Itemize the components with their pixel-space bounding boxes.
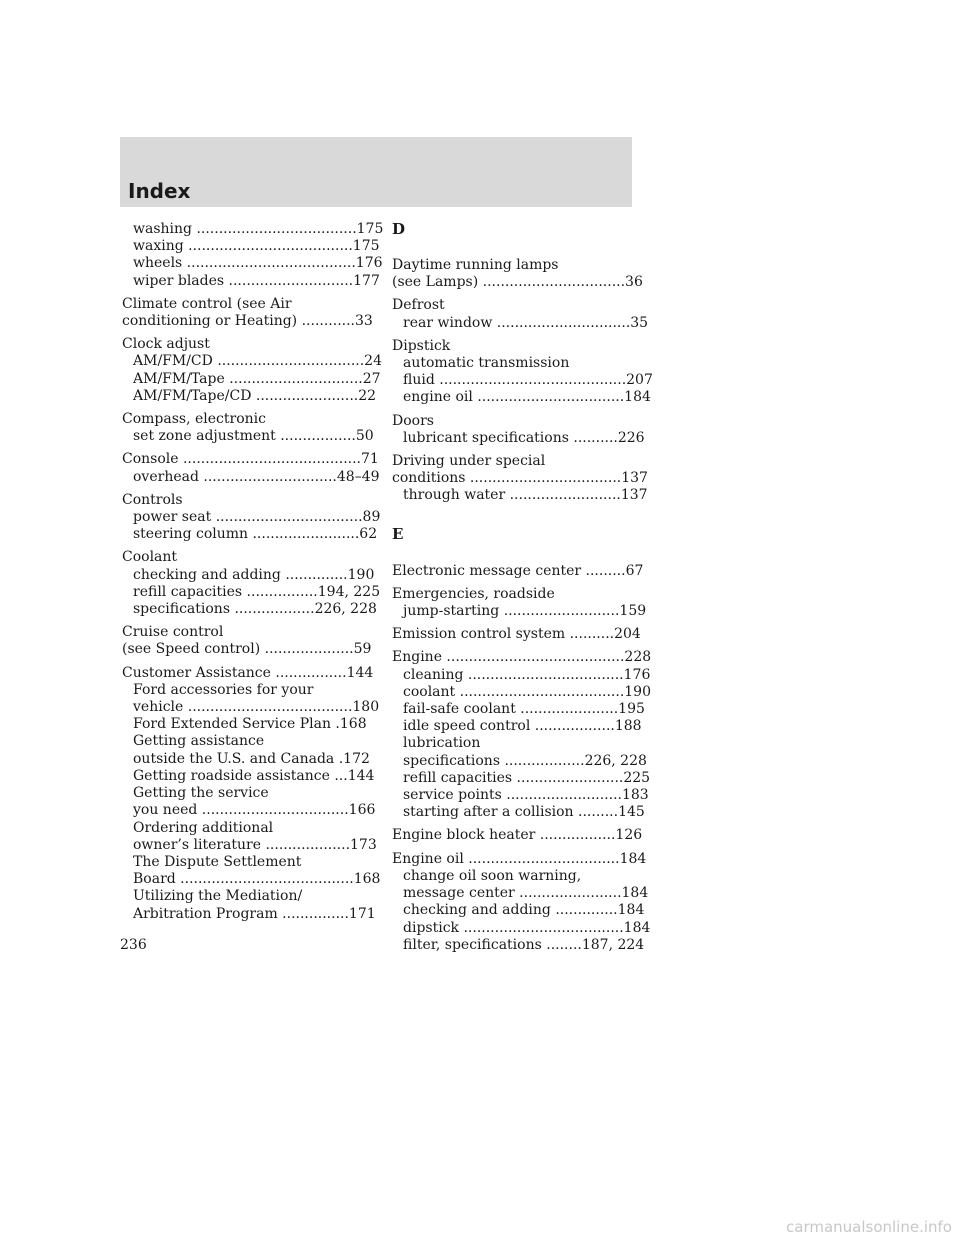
index-subentry-line: jump-starting ..........................159 bbox=[403, 603, 647, 620]
index-entry-line: Controls bbox=[122, 491, 183, 508]
index-entry bbox=[392, 626, 641, 643]
index-entry bbox=[392, 827, 643, 844]
index-subentry-line: Getting assistance bbox=[133, 733, 265, 750]
index-subentry-line: Ford Extended Service Plan .168 bbox=[133, 716, 367, 733]
index-subentry-line: Getting roadside assistance ...144 bbox=[133, 767, 375, 784]
index-subentry-line: service points ..........................183 bbox=[403, 787, 649, 804]
index-entry-line: Engine block heater .................126 bbox=[392, 827, 643, 844]
index-entry bbox=[122, 411, 374, 445]
index-subentry-line: filter, specifications ........187, 224 bbox=[403, 936, 645, 953]
index-subentry-line: The Dispute Settlement bbox=[133, 853, 302, 870]
index-entry-line: Customer Assistance ................144 bbox=[122, 664, 374, 681]
index-entry-line: conditioning or Heating) ............33 bbox=[122, 313, 373, 330]
index-subentry-line: Arbitration Program ...............171 bbox=[133, 905, 376, 922]
section-d-entries bbox=[392, 257, 653, 505]
index-subentry-line: Board .......................................168 bbox=[133, 871, 381, 888]
index-subentry-line: outside the U.S. and Canada .172 bbox=[133, 750, 370, 767]
index-entry bbox=[392, 850, 651, 954]
index-column-right bbox=[392, 220, 653, 960]
index-entry-line: Electronic message center .........67 bbox=[392, 562, 644, 579]
index-subentry-line: starting after a collision .........145 bbox=[403, 804, 645, 821]
index-subentry-line: vehicle .....................................180 bbox=[133, 699, 380, 716]
index-subentry-line: checking and adding ..............190 bbox=[133, 566, 375, 583]
index-subentry-line: Getting the service bbox=[133, 785, 269, 802]
index-subentry-line: Ford accessories for your bbox=[133, 681, 314, 698]
index-subentry-line: automatic transmission bbox=[403, 355, 570, 372]
index-entry bbox=[122, 451, 380, 485]
section-letter-d: D bbox=[392, 220, 406, 238]
header-band bbox=[120, 137, 632, 207]
index-subentry-line: coolant .....................................190 bbox=[403, 683, 651, 700]
watermark: carmanualsonline.info bbox=[786, 1218, 952, 1236]
index-subentry-line: lubrication bbox=[403, 735, 481, 752]
index-entry bbox=[122, 549, 381, 618]
index-subentry-line: fail-safe coolant ......................195 bbox=[403, 701, 645, 718]
index-entry bbox=[392, 337, 653, 407]
index-entry bbox=[122, 336, 382, 405]
index-entry bbox=[122, 664, 381, 923]
index-entry-line: Climate control (see Air bbox=[122, 295, 292, 312]
index-entry bbox=[392, 562, 644, 580]
index-entry-line: Cruise control bbox=[122, 624, 224, 641]
index-entry bbox=[122, 624, 372, 658]
index-entry-line: Dipstick bbox=[392, 337, 451, 354]
index-subentry-line: specifications ..................226, 228 bbox=[133, 601, 377, 618]
index-entry bbox=[122, 221, 384, 290]
index-subentry-line: wiper blades ............................177 bbox=[133, 272, 380, 289]
index-entry bbox=[122, 295, 373, 330]
index-subentry-line: wheels ......................................176 bbox=[133, 255, 383, 272]
index-subentry-line: checking and adding ..............184 bbox=[403, 902, 645, 919]
index-entry-line: Engine ........................................228 bbox=[392, 649, 652, 666]
index-entry-line: Doors bbox=[392, 412, 434, 429]
index-entry bbox=[392, 453, 648, 505]
index-entry-line: conditions ..................................137 bbox=[392, 470, 648, 487]
index-subentry-line: Ordering additional bbox=[133, 819, 274, 836]
index-subentry-line: owner’s literature ...................173 bbox=[133, 836, 377, 853]
index-entry bbox=[392, 412, 645, 447]
index-entry bbox=[392, 297, 649, 331]
index-entry-line: Emergencies, roadside bbox=[392, 585, 555, 602]
index-entry-line: (see Speed control) ....................59 bbox=[122, 641, 372, 658]
index-subentry-line: AM/FM/Tape ..............................27 bbox=[133, 370, 381, 387]
section-letter-e: E bbox=[392, 524, 404, 543]
index-subentry-line: change oil soon warning, bbox=[403, 867, 582, 884]
index-entry-line: Emission control system ..........204 bbox=[392, 626, 641, 643]
index-subentry-line: set zone adjustment .................50 bbox=[133, 428, 374, 445]
index-subentry-line: AM/FM/Tape/CD .......................22 bbox=[133, 387, 377, 404]
index-subentry-line: refill capacities ................194, 225 bbox=[133, 583, 381, 600]
index-subentry-line: steering column ........................62 bbox=[133, 526, 378, 543]
index-subentry-line: washing ....................................175 bbox=[133, 221, 384, 237]
index-entry-line: Engine oil ..................................184 bbox=[392, 850, 647, 867]
index-column-left bbox=[122, 221, 384, 929]
index-subentry-line: refill capacities ........................225 bbox=[403, 769, 651, 786]
index-entry-line: Compass, electronic bbox=[122, 411, 266, 428]
index-entry-line: Daytime running lamps bbox=[392, 257, 559, 273]
index-subentry-line: overhead ..............................48–49 bbox=[133, 468, 380, 485]
index-subentry-line: specifications ..................226, 228 bbox=[403, 752, 647, 769]
index-entry-line: Console ........................................71 bbox=[122, 451, 379, 468]
section-e-entries bbox=[392, 562, 652, 954]
index-entry bbox=[392, 585, 647, 620]
index-entry bbox=[122, 491, 381, 544]
index-entry bbox=[392, 257, 643, 291]
index-entry-line: (see Lamps) ................................36 bbox=[392, 274, 643, 291]
index-subentry-line: rear window ..............................35 bbox=[403, 314, 649, 331]
index-subentry-line: fluid ..........................................207 bbox=[403, 372, 653, 389]
index-subentry-line: you need .................................166 bbox=[133, 802, 376, 819]
index-subentry-line: Utilizing the Mediation/ bbox=[133, 888, 303, 905]
index-entry-line: Clock adjust bbox=[122, 336, 210, 353]
index-entry bbox=[392, 649, 652, 821]
index-subentry-line: AM/FM/CD .................................24 bbox=[133, 353, 382, 370]
page-number: 236 bbox=[120, 937, 147, 953]
index-subentry-line: through water .........................137 bbox=[403, 487, 648, 504]
index-entry-line: Driving under special bbox=[392, 453, 546, 470]
index-entry-line: Defrost bbox=[392, 297, 445, 314]
index-subentry-line: waxing .....................................175 bbox=[133, 238, 380, 255]
index-subentry-line: engine oil .................................184 bbox=[403, 389, 651, 406]
index-subentry-line: lubricant specifications ..........226 bbox=[403, 429, 645, 446]
index-subentry-line: message center .......................184 bbox=[403, 885, 649, 902]
index-subentry-line: cleaning ...................................176 bbox=[403, 666, 651, 683]
page-title: Index bbox=[128, 179, 191, 203]
index-subentry-line: dipstick ....................................184 bbox=[403, 919, 651, 936]
index-subentry-line: idle speed control ..................188 bbox=[403, 718, 642, 735]
index-entry-line: Coolant bbox=[122, 549, 178, 566]
index-subentry-line: power seat .................................89 bbox=[133, 509, 381, 526]
